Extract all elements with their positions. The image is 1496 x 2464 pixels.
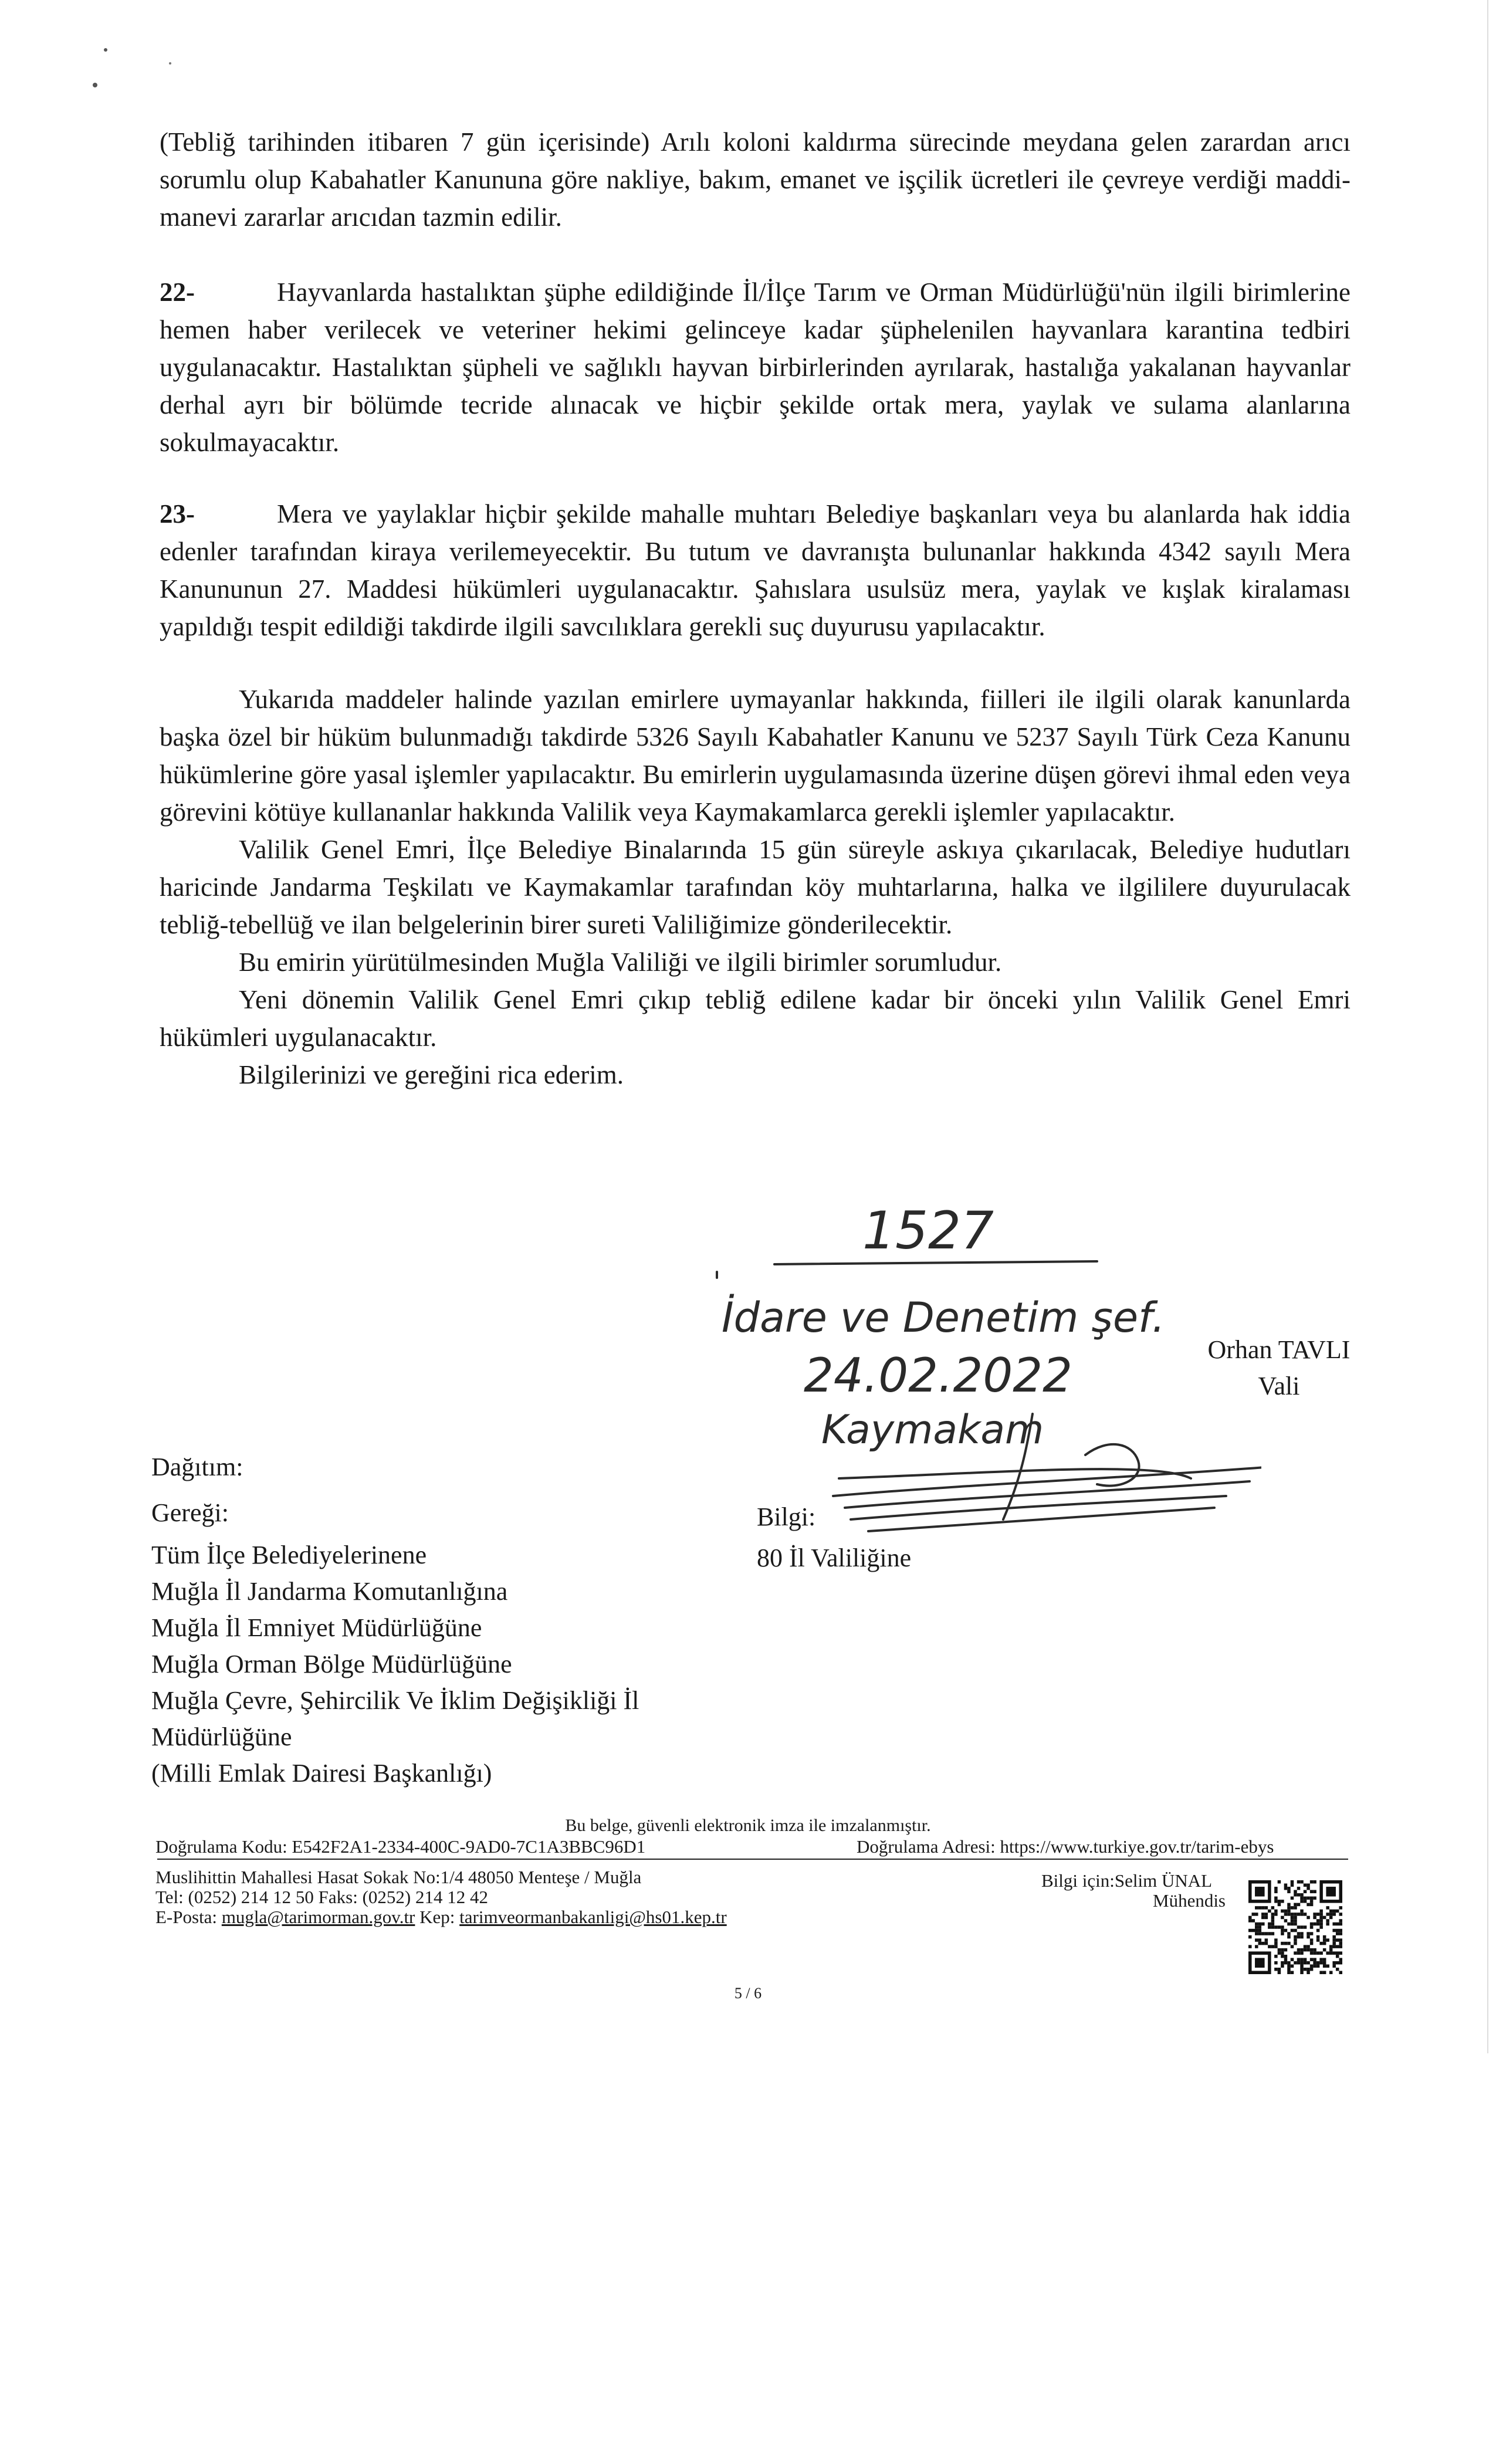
qr-code-icon [1248, 1880, 1342, 1974]
signatory-name: Orhan TAVLI [1207, 1335, 1351, 1364]
email-label: E-Posta: [155, 1907, 218, 1927]
paragraph-text: Valilik Genel Emri, İlçe Belediye Binalarında 15 gün süreyle askıya çıkarılacak, Belediye hudutları haricinde Jandarma Teşkilatı ve Kaymakamlar tarafından köy muhtarlarına, halka ve ilgililere duyurulacak tebliğ-tebellüğ ve ilan belgelerinin birer sureti Valiliğimize gönderilecektir. [160, 835, 1351, 939]
list-item: (Milli Emlak Dairesi Başkanlığı) [151, 1759, 492, 1788]
bilgi-list [757, 1540, 911, 1576]
article-22 [160, 273, 1351, 461]
article-number: 22- [160, 277, 195, 307]
article-text: Mera ve yaylaklar hiçbir şekilde mahalle muhtarı Belediye başkanları veya bu alanlarda hak iddia edenler tarafından kiraya verilemeyecektir. Bu tutum ve davranışta bulunanlar hakkında 4342 sayılı Mera Kanununun 27. Maddesi hükümleri uygulanacaktır. Şahıslara usulsüz mera, yaylak ve kışlak kiralaması yapıldığı tespit edildiği takdirde ilgili savcılıklara gerekli suç duyurusu yapılacaktır. [160, 499, 1351, 641]
list-item: Muğla İl Jandarma Komutanlığına [151, 1577, 508, 1606]
verification-address: Doğrulama Adresi: https://www.turkiye.gov.tr/tarim-ebys [857, 1836, 1274, 1857]
kep-link[interactable]: tarimveormanbakanligi@hs01.kep.tr [459, 1907, 727, 1927]
footer-address: Muslihittin Mahallesi Hasat Sokak No:1/4 48050 Menteşe / Muğla [155, 1867, 642, 1887]
gereği-list [151, 1537, 639, 1792]
article-text: Hayvanlarda hastalıktan şüphe edildiğinde İl/İlçe Tarım ve Orman Müdürlüğü'nün ilgili birimlerine hemen haber verilecek ve veteriner hekimi gelinceye kadar şüphelenilen hayvanlara karantina tedbiri uygulanacaktır. Hastalıktan şüpheli ve sağlıklı hayvan birbirlerinden ayrılarak, hastalığa yakalanan hayvanlar derhal ayrı bir bölümde tecride alınacak ve hiçbir şekilde ortak mera, yaylak ve sulama alanlarına sokulmayacaktır. [160, 277, 1351, 457]
list-item: Muğla Çevre, Şehircilik Ve İklim Değişikliği İl [151, 1686, 639, 1715]
bilgi-label: Bilgi: [757, 1502, 816, 1531]
signature-block [1191, 1332, 1367, 1404]
footer-tel: Tel: (0252) 214 12 50 Faks: (0252) 214 12 42 [155, 1887, 488, 1907]
paragraph-text: Bilgilerinizi ve gereğini rica ederim. [239, 1060, 624, 1089]
paragraph-text: Yeni dönemin Valilik Genel Emri çıkıp tebliğ edilene kadar bir önceki yılın Valilik Genel Emri hükümleri uygulanacaktır. [160, 985, 1351, 1052]
gereği-label: Gereği: [151, 1498, 229, 1527]
paragraph-text: Bu emirin yürütülmesinden Muğla Valiliği ve ilgili birimler sorumludur. [239, 947, 1002, 977]
list-item: Muğla İl Emniyet Müdürlüğüne [151, 1613, 482, 1642]
footer-email-line [155, 1907, 727, 1928]
article-23 [160, 495, 1351, 645]
handwritten-line: Kaymakam [821, 1407, 1044, 1453]
distribution-heading: Dağıtım: [151, 1453, 243, 1481]
list-item: Muğla Orman Bölge Müdürlüğüne [151, 1650, 512, 1678]
paragraph-text: (Tebliğ tarihinden itibaren 7 gün içerisinde) Arılı koloni kaldırma sürecinde meydana gelen zarardan arıcı sorumlu olup Kabahatler Kanununa göre nakliye, bakım, emanet ve işçilik ücretleri ile çevreye verdiği maddi-manevi zararlar arıcıdan tazmin edilir. [160, 127, 1351, 232]
closing-paragraphs [160, 681, 1351, 1094]
esignature-note: Bu belge, güvenli elektronik imza ile imzalanmıştır. [565, 1816, 931, 1835]
paragraph-text: Yukarıda maddeler halinde yazılan emirlere uymayanlar hakkında, fiilleri ile ilgili olarak kanunlarda başka özel bir hüküm bulunmadığı takdirde 5326 Sayılı Kabahatler Kanunu ve 5237 Sayılı Türk Ceza Kanunu hükümlerine göre yasal işlemler yapılacaktır. Bu emirlerin uygulamasında üzerine düşen görevi ihmal eden veya görevini kötüye kullananlar hakkında Valilik veya Kaymakamlarca gerekli işlemler yapılacaktır. [160, 685, 1351, 827]
kep-label: Kep: [419, 1907, 455, 1927]
handwritten-line: İdare ve Denetim şef. [722, 1294, 1165, 1342]
signatory-title: Vali [1258, 1372, 1300, 1400]
list-item: 80 İl Valiliğine [757, 1544, 912, 1572]
paragraph-continuation [160, 123, 1351, 236]
list-item: Müdürlüğüne [151, 1722, 292, 1751]
footer-contact-role: Mühendis [1153, 1890, 1226, 1911]
email-link[interactable]: mugla@tarimorman.gov.tr [221, 1907, 415, 1927]
page-number: 5 / 6 [734, 1985, 762, 2002]
scan-specks [82, 29, 199, 94]
footer-contact: Bilgi için:Selim ÜNAL [1041, 1870, 1213, 1891]
list-item: Tüm İlçe Belediyelerinene [151, 1541, 427, 1569]
verification-code: Doğrulama Kodu: E542F2A1-2334-400C-9AD0-7C1A3BBC96D1 [155, 1836, 646, 1857]
handwritten-date: 24.02.2022 [804, 1348, 1073, 1403]
handwritten-number: 1527 [862, 1203, 994, 1261]
scan-edge [1487, 0, 1488, 2053]
footer-divider [157, 1859, 1348, 1860]
article-number: 23- [160, 499, 195, 529]
